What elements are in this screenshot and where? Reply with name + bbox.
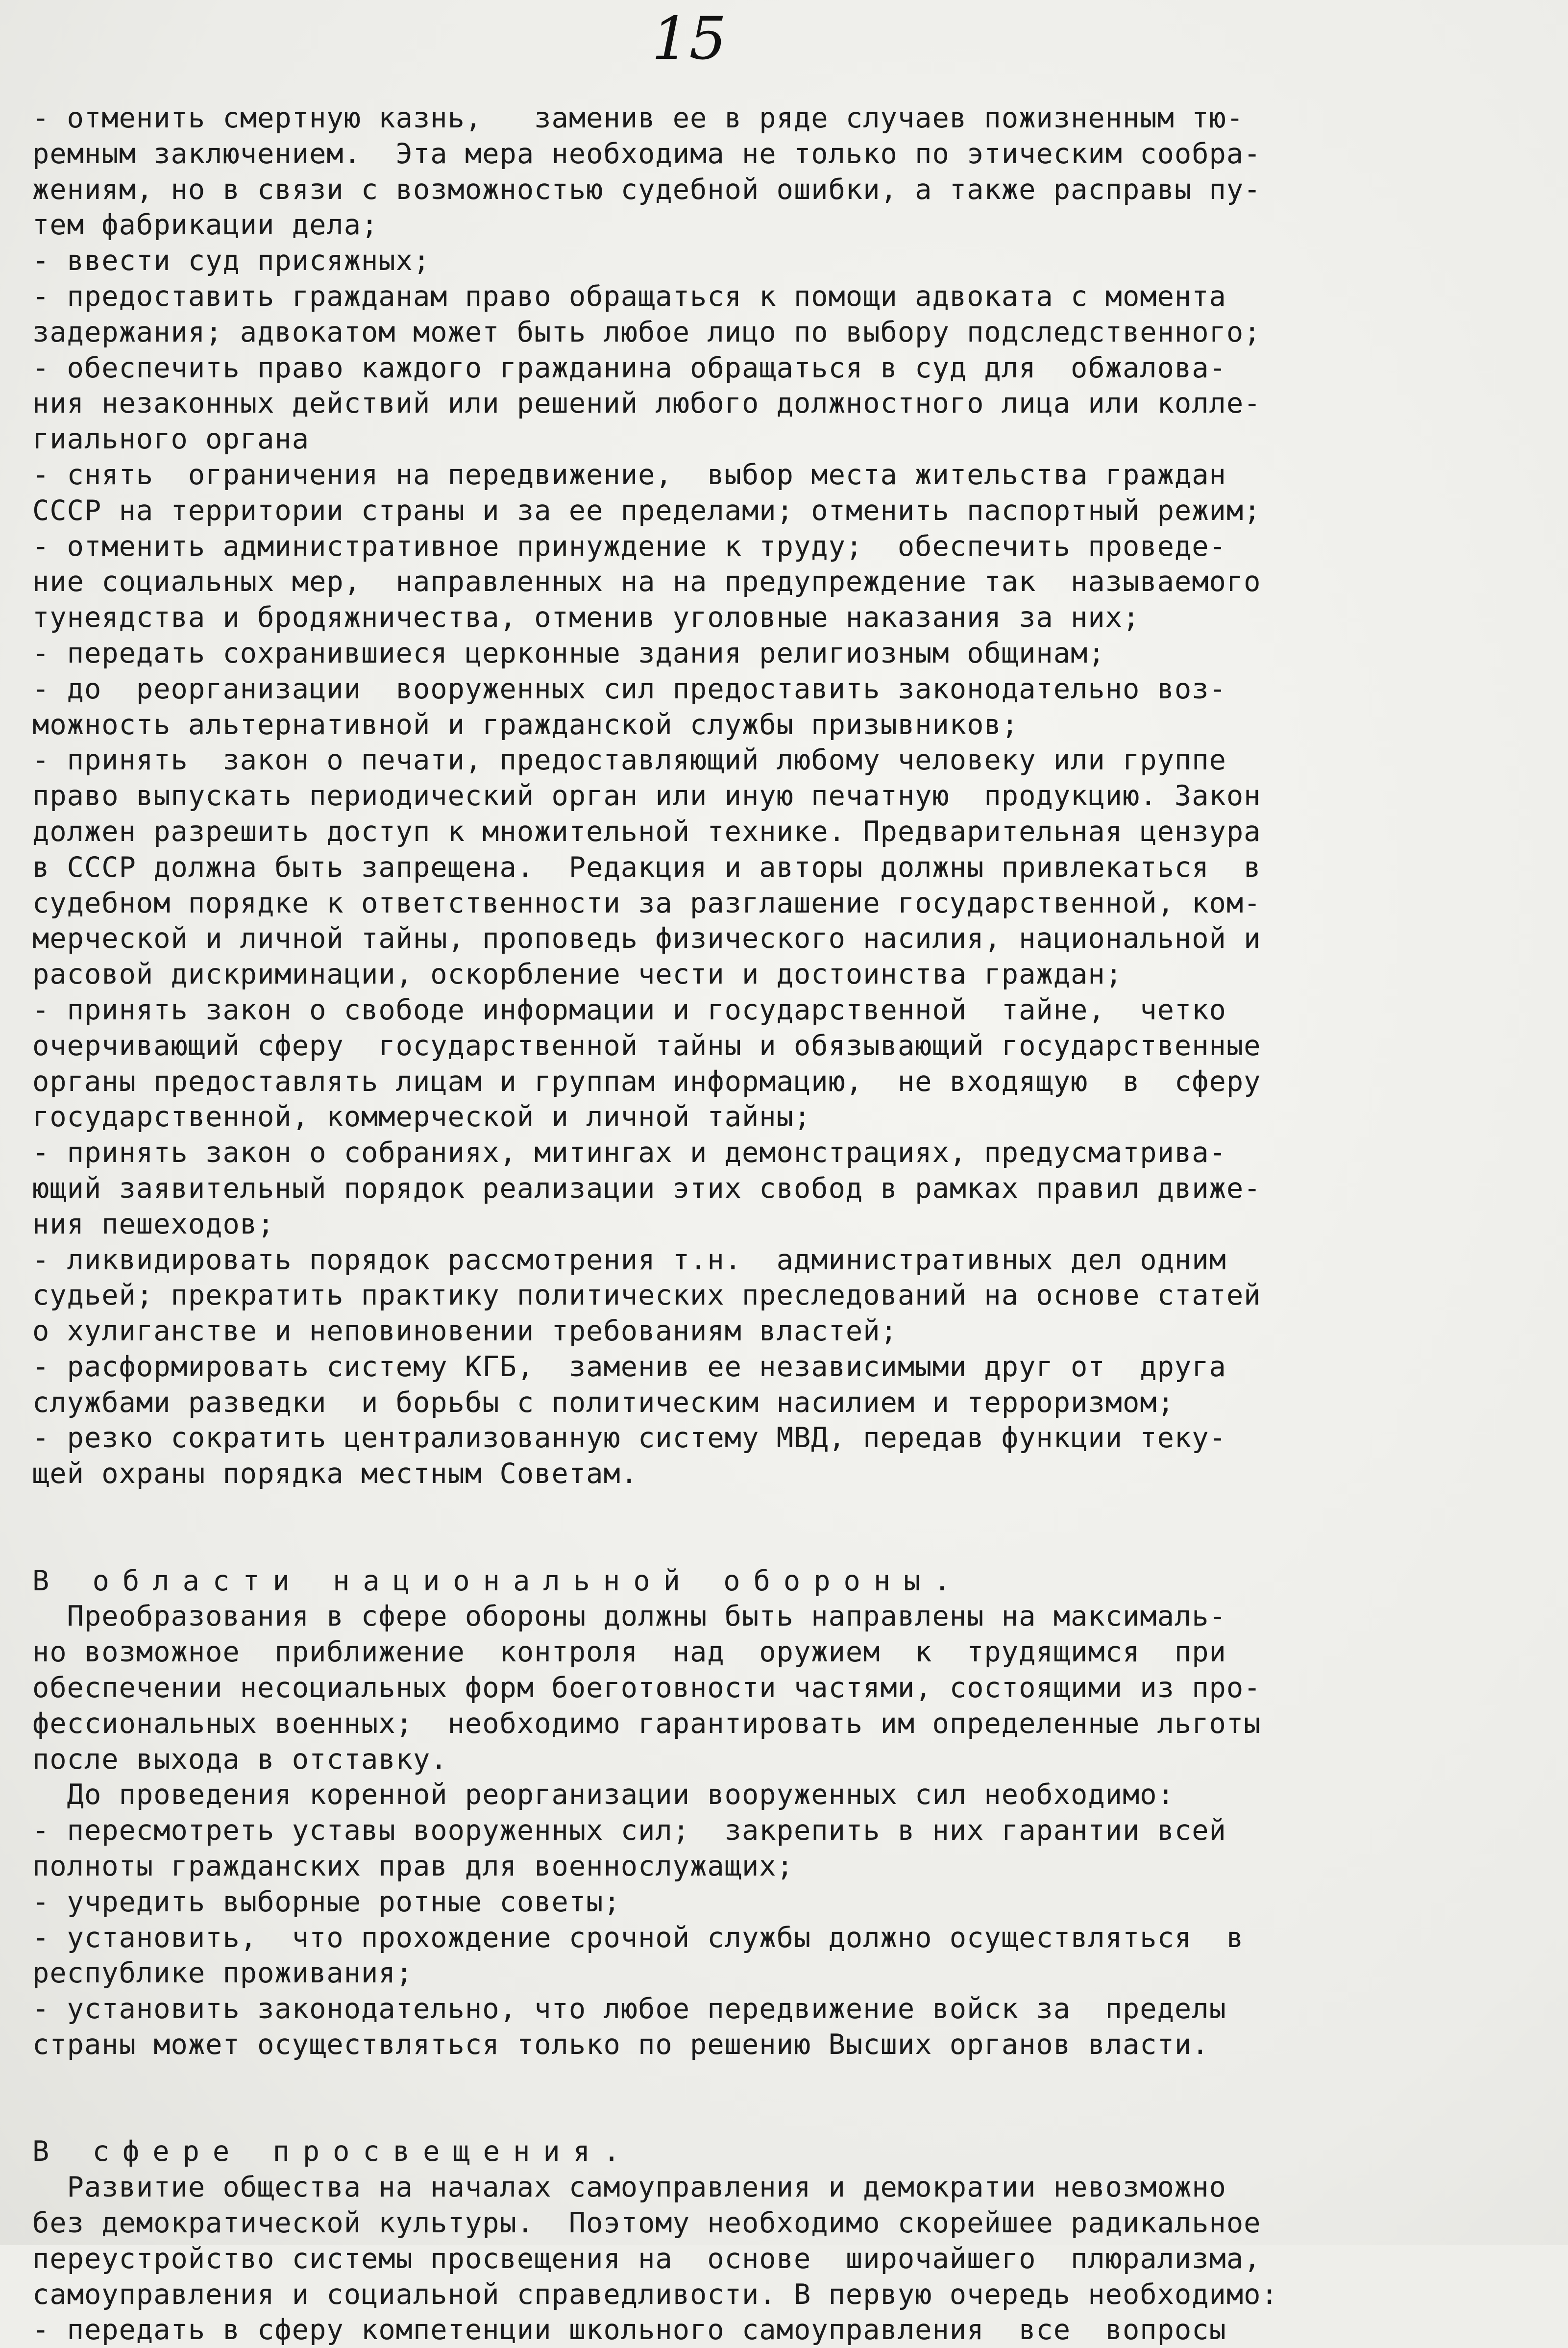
text-line: гиального органа	[32, 423, 310, 456]
text-line	[32, 2099, 1537, 2134]
text-line: ние социальных мер, направленных на на предупреждение так называемого	[32, 566, 1261, 598]
text-line: судьей; прекратить практику политических преследований на основе статей	[32, 1279, 1261, 1312]
text-line: можность альтернативной и гражданской службы призывников;	[32, 708, 1019, 741]
text-line: - учредить выборные ротные советы;	[32, 1885, 621, 1918]
text-line: органы предоставлять лицам и группам информацию, не входящую в сферу	[32, 1065, 1261, 1098]
text-line: ющий заявительный порядок реализации этих свобод в рамках правил движе-	[32, 1172, 1261, 1205]
text-line: после выхода в отставку.	[32, 1743, 448, 1776]
text-line: - отменить административное принуждение к труду; обеспечить проведе-	[32, 530, 1226, 563]
text-line: мерческой и личной тайны, проповедь физического насилия, национальной и	[32, 922, 1261, 955]
section-heading: В области национальной обороны.	[32, 1564, 964, 1597]
text-line: - принять закон о собраниях, митингах и демонстрациях, предусматрива-	[32, 1137, 1226, 1169]
text-line: щей охраны порядка местным Советам.	[32, 1458, 638, 1490]
text-line	[32, 1492, 1537, 1528]
text-line: - передать в сферу компетенции школьного самоуправления все вопросы	[32, 2314, 1226, 2347]
text-line: службами разведки и борьбы с политическим насилием и терроризмом;	[32, 1386, 1175, 1419]
text-line: - обеспечить право каждого гражданина обращаться в суд для обжалова-	[32, 351, 1226, 384]
text-line: - резко сократить централизованную систему МВД, передав функции теку-	[32, 1422, 1226, 1455]
text-line: без демократической культуры. Поэтому необходимо скорейшее радикальное	[32, 2207, 1261, 2240]
text-line: - передать сохранившиеся церконные здания религиозным общинам;	[32, 637, 1105, 669]
text-line: фессиональных военных; необходимо гарантировать им определенные льготы	[32, 1707, 1261, 1740]
text-line: - снять ограничения на передвижение, выбор места жительства граждан	[32, 458, 1226, 491]
page-number: 15	[652, 5, 727, 73]
text-line: - установить, что прохождение срочной службы должно осуществляться в	[32, 1921, 1244, 1954]
text-line: - принять закон о свободе информации и государственной тайне, четко	[32, 993, 1226, 1026]
text-line: ния незаконных действий или решений любого должностного лица или колле-	[32, 387, 1261, 420]
text-line: - отменить смертную казнь, заменив ее в ряде случаев пожизненным тю-	[32, 102, 1244, 134]
text-line: - до реорганизации вооруженных сил предоставить законодательно воз-	[32, 672, 1226, 705]
text-line: самоуправления и социальной справедливости. В первую очередь необходимо:	[32, 2278, 1278, 2311]
text-line: - предоставить гражданам право обращаться к помощи адвоката с момента	[32, 280, 1226, 313]
text-line: До проведения коренной реорганизации вооруженных сил необходимо:	[32, 1779, 1175, 1811]
text-line: - установить законодательно, что любое передвижение войск за пределы	[32, 1993, 1226, 2026]
text-line: - пересмотреть уставы вооруженных сил; закрепить в них гарантии всей	[32, 1814, 1226, 1847]
text-line	[32, 2063, 1537, 2099]
text-line: полноты гражданских прав для военнослужащих;	[32, 1850, 794, 1883]
text-line: - ввести суд присяжных;	[32, 245, 431, 277]
text-line: должен разрешить доступ к множительной технике. Предварительная цензура	[32, 815, 1261, 848]
text-line: очерчивающий сферу государственной тайны и обязывающий государственные	[32, 1029, 1261, 1062]
text-line: - принять закон о печати, предоставляющий любому человеку или группе	[32, 744, 1226, 777]
text-line: СССР на территории страны и за ее пределами; отменить паспортный режим;	[32, 494, 1261, 527]
text-line: переустройство системы просвещения на основе широчайшего плюрализма,	[32, 2242, 1261, 2275]
text-line: в СССР должна быть запрещена. Редакция и авторы должны привлекаться в	[32, 851, 1261, 884]
text-line: расовой дискриминации, оскорбление чести и достоинства граждан;	[32, 958, 1123, 991]
text-line: но возможное приближение контроля над оружием к трудящимся при	[32, 1636, 1226, 1669]
text-line: Преобразования в сфере обороны должны быть направлены на максималь-	[32, 1600, 1226, 1633]
text-line: задержания; адвокатом может быть любое лицо по выбору подследственного;	[32, 316, 1261, 348]
text-line: обеспечении несоциальных форм боеготовности частями, состоящими из про-	[32, 1672, 1261, 1705]
text-line: страны может осуществляться только по решению Высших органов власти.	[32, 2028, 1209, 2061]
text-line: ния пешеходов;	[32, 1208, 275, 1240]
text-line: республике проживания;	[32, 1957, 413, 1990]
section-heading: В сфере просвещения.	[32, 2135, 634, 2168]
text-line: ремным заключением. Эта мера необходима не только по этическим сообра-	[32, 137, 1261, 170]
document-body	[32, 100, 1537, 2348]
text-line: жениям, но в связи с возможностью судебной ошибки, а также расправы пу-	[32, 173, 1261, 206]
text-line: - ликвидировать порядок рассмотрения т.н. административных дел одним	[32, 1243, 1226, 1276]
text-line: - расформировать систему КГБ, заменив ее независимыми друг от друга	[32, 1350, 1226, 1383]
text-line: государственной, коммерческой и личной тайны;	[32, 1101, 811, 1134]
text-line: судебном порядке к ответственности за разглашение государственной, ком-	[32, 887, 1261, 919]
text-line: право выпускать периодический орган или иную печатную продукцию. Закон	[32, 780, 1261, 813]
text-line: тем фабрикации дела;	[32, 209, 379, 242]
text-line: Развитие общества на началах самоуправления и демократии невозможно	[32, 2171, 1226, 2204]
text-line	[32, 1528, 1537, 1563]
text-line: о хулиганстве и неповиновении требованиям властей;	[32, 1315, 898, 1348]
text-line: тунеядства и бродяжничества, отменив уголовные наказания за них;	[32, 601, 1140, 634]
